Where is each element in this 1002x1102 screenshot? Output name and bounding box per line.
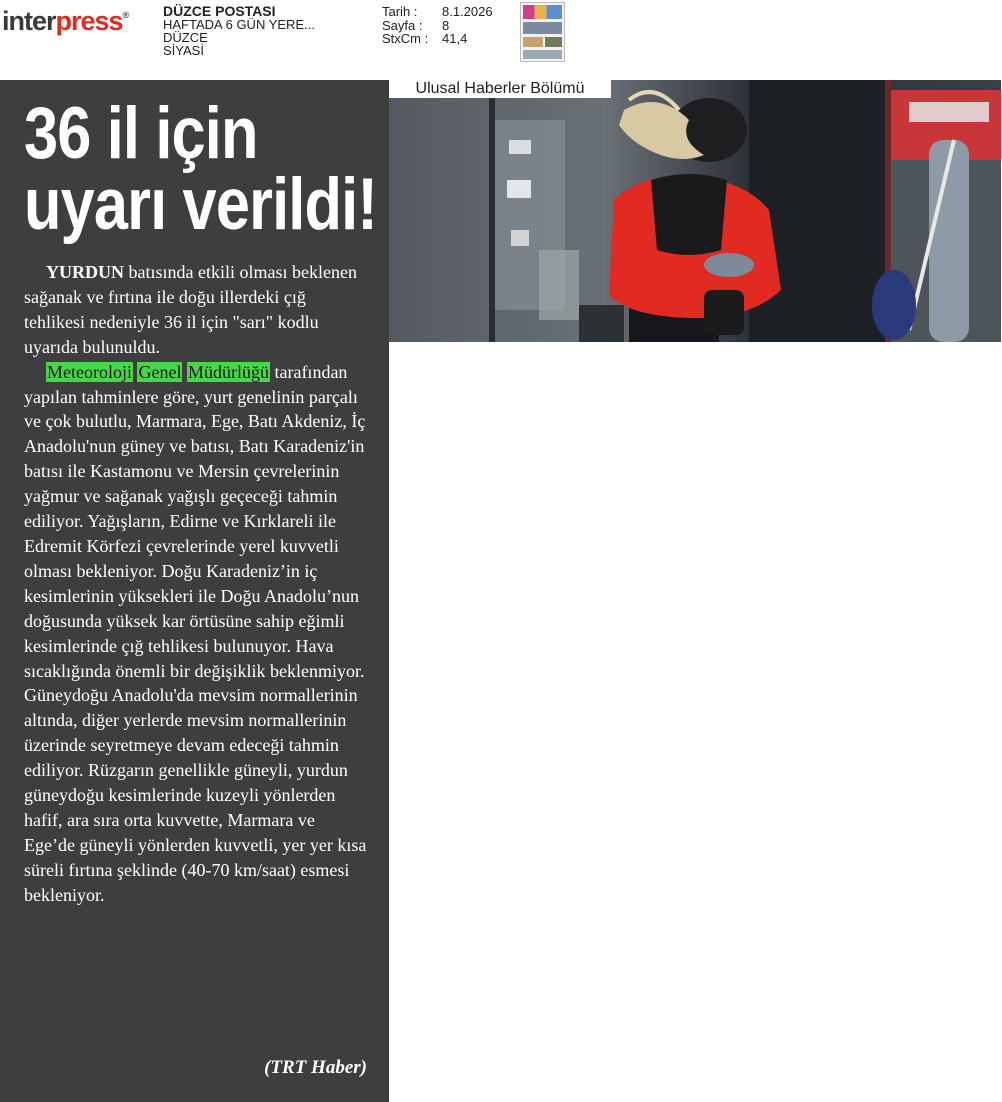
clipping-header <box>0 0 1002 80</box>
highlighted-term: Meteoroloji <box>47 361 132 382</box>
clipping-meta <box>382 5 493 46</box>
meta-row-page <box>382 19 493 33</box>
publication-category: SİYASİ <box>163 43 204 58</box>
meta-value: 8.1.2026 <box>442 4 493 19</box>
article-body <box>24 260 370 908</box>
page-thumbnail[interactable] <box>520 2 565 62</box>
article-panel <box>0 80 389 1102</box>
photo-woman-in-wind <box>389 80 1001 342</box>
highlighted-term: Genel <box>138 361 182 382</box>
lead-word: YURDUN <box>46 262 124 282</box>
article-source: (TRT Haber) <box>264 1057 367 1078</box>
thumbnail-block <box>523 5 562 19</box>
meta-row-stxcm <box>382 32 493 46</box>
article-photo <box>389 80 1001 342</box>
section-label: Ulusal Haberler Bölümü <box>389 80 611 98</box>
paragraph-2-text: tarafından yapılan tahminlere göre, yurt genelinin parçalı ve çok bulutlu, Marmara, Ege, Batı Akdeniz, İç Anadolu'nun güney ve batısı, Batı Karadeniz'in batısı ile Kastamonu ve Mersin çevrelerinin yağmur ve sağanak yağışlı geçeceği tahmin ediliyor. Yağışların, Edirne ve Kırklareli ile Edremit Körfezi çevrelerinde yerel kuvvetli olması bekleniyor. Doğu Karadeniz’in iç kesimlerinin yüksekleri ile Doğu Anadolu’nun doğusunda yüksek kar örtüsüne sahip eğimli kesimlerinde çığ tehlikesi bulunuyor. Hava sıcaklığında önemli bir değişiklik beklenmiyor. Güneydoğu Anadolu'da mevsim normallerinin altında, diğer yerlerde mevsim normallerinin üzerinde seyretmeye devam edeceği tahmin ediliyor. Rüzgarın genellikle güneyli, yurdun güneydoğu kesimlerinde kuzeyli yönlerden hafif, ara sıra orta kuvvette, Marmara ve Ege’de güneyli yönlerden kuvvetli, yer yer kısa süreli fırtına şeklinde (40-70 km/saat) esmesi bekleniyor. <box>24 361 367 905</box>
interpress-logo <box>2 6 128 37</box>
paragraph-2 <box>24 360 370 908</box>
logo-text-inter: inter <box>2 6 56 36</box>
logo-registered-mark: ® <box>122 10 129 20</box>
publication-city: DÜZCE <box>163 30 208 45</box>
meta-row-date <box>382 5 493 19</box>
meta-key: StxCm : <box>382 31 429 46</box>
logo-text-press: press <box>55 6 123 36</box>
meta-key: Sayfa : <box>382 17 423 33</box>
highlighted-term: Müdürlüğü <box>187 361 269 382</box>
thumbnail-block <box>523 37 543 47</box>
headline-line-1: 36 il için <box>24 93 258 174</box>
publication-info <box>163 5 315 57</box>
paragraph-1-text: batısında etkili olması beklenen sağanak ve fırtına ile doğu illerdeki çığ tehlikesi nedeniyle 36 il için "sarı" kodlu uyarıda bulunuldu. <box>24 262 357 357</box>
thumbnail-block <box>545 37 562 47</box>
article-headline <box>24 93 377 245</box>
meta-value: 41,4 <box>442 31 468 46</box>
publication-frequency: HAFTADA 6 GÜN YERE... <box>163 17 315 32</box>
paragraph-1 <box>24 260 370 360</box>
meta-key: Tarih : <box>382 4 418 19</box>
headline-line-2: uyarı verildi! <box>24 164 377 245</box>
thumbnail-block <box>523 22 562 34</box>
publication-name: DÜZCE POSTASI <box>163 3 276 19</box>
meta-value: 8 <box>442 17 450 33</box>
thumbnail-block <box>523 50 562 59</box>
